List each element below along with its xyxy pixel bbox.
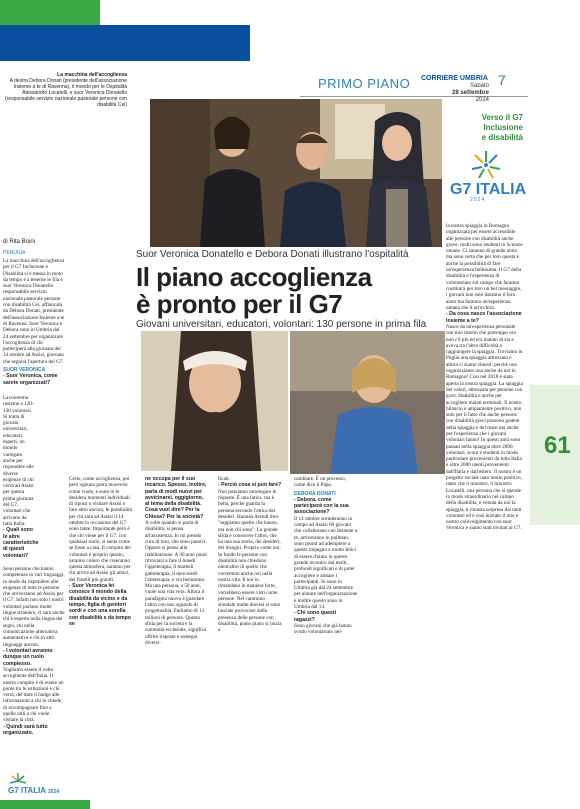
article-column-1 [3, 258, 65, 386]
g7-logo-text: G7 ITALIA [450, 181, 527, 198]
issue-date [452, 83, 489, 104]
header-rule [300, 96, 528, 97]
group-photo-image [150, 99, 442, 247]
section-title: PRIMO PIANO [318, 76, 411, 91]
interview-heading: DEBORA DONATI [294, 490, 336, 497]
issue-day: Sabato [470, 83, 490, 89]
question: - Chi sono questi ragazzi? [294, 610, 337, 623]
paragraph: Lavoreremo insieme a 120-130 volontari. Si tratta di giovani universitari, educatori, esperti, un mondo variegato anche per rispondere alle diverse esigenze di chi verrà ad Assisi per questa prima giornata del G7, volontari che arrivano da tutta Italia. [3, 395, 34, 527]
footer-green-band [0, 800, 90, 809]
masthead-logo: CORRIERE UMBRIA [421, 75, 488, 82]
article-column-6 [446, 223, 524, 532]
paragraph: Non possiamo omologare le risposte. È una fatica, ma è bella, perché guarda la persona secondo l'ottica dei desideri. Hannah Arendt dice "sappiamo quello che hanno, ma non chi sono". La grande sfida è conoscere l'altro, che ha una sua storia, dei desideri, dei bisogni. Proprio come noi. In fondo le persone con disabilità non chiedono nient'altro di quello che vorremmo anche noi nella nostra vita. Il noi io rimandano in maniera forte, vorrebbero essere visti come persone. Nel cammino sinodale molte diocesi si sono lasciate provocare dalla presenza delle persone con disabilità, piano piano si inizia a [218, 488, 282, 634]
byline [3, 239, 35, 245]
question: ne occupa per il suo incarico. Spesso, inoltre, parla di modi nuovi per avvicinarsi, oggigiorno, al tema della disabilità. Cosa vuol dire? Per la Chiesa? Per la società? [145, 476, 207, 520]
paragraph: La macchina dell'accoglienza per il G7 Inclusione e Disabilità si è messa in moto da tempo e a tenerne le fila è suor Veronica Donatello responsabile servizio nazionale pastorale persone con disabilità Cei, affiancata da Debora Donati, presidente dell'associazione Insieme a te di Ravenna. Suor Veronica e Debora sono in Umbria dal 24 settembre per organizzare l'accoglienza di chi parteciperà alla giornata del 14 ottobre ad Assisi, giornata che seguirà l'apertura del G7. [3, 258, 65, 365]
portrait-nun-photo [141, 331, 288, 471]
question: - Suor Veronica lei conosce il mondo della disabilità da vicino e da tempo, figlia di genitori sordi e con una sorella con disabilità e da tempo se [69, 583, 131, 627]
paragraph: la nostra spiaggia in Romagna organizzata per essere accessibile alle persone con disabilità anche grave, molti sono studenti in Scienze umane. Ci saranno di grande aiuto ma sono certa che per loro questa è anche la possibilità di fare un'esperienza bellissima. Il G7 della disabilità e l'esperienza di volontariato sul campo che faranno costituirà per loro un bel messaggio, i giovani non solo daranno il loro aiuto ma faranno un'esperienza umana che li arricchirà. [446, 223, 523, 311]
article-column-5 [294, 476, 358, 636]
paragraph: Certo, come accoglienza, poi però ognuno potrà muoversi come vuole, e sono io le desidera momenti individuali di riposo o visitare Assisi o fare altro ancora, le possibilità per chi sarà ad Assisi il 14 ottobre in occasione del G7 sono tante. Importante però è che chi viene per il G7, con qualsiasi ruolo, si senta come se fosse a casa. Il compito dei volontari è proprio questo, saranno coloro che creeranno questa atmosfera, saranno per chi arriva ad Assisi gli amici, dei fratelli più grandi. [69, 476, 132, 583]
group-photo [150, 99, 442, 247]
footer-g7-icon [8, 772, 28, 786]
question: - I volontari avranno dunque un ruolo complesso. [3, 647, 53, 667]
paragraph: ficati. [218, 476, 230, 482]
article-column-3 [145, 476, 207, 646]
article-column-4 [218, 476, 282, 634]
sidebar-tag-line: e disabilità [481, 133, 523, 142]
headline-line: è pronto per il G7 [136, 289, 343, 319]
g7-logo-icon [446, 145, 526, 185]
byline-text: di Rita Boini [3, 239, 36, 245]
dateline-place: PERUGIA [3, 250, 26, 256]
sidebar-tag-line: Inclusione [483, 123, 523, 132]
top-left-blue-band [0, 25, 250, 61]
headline [136, 264, 436, 318]
portrait-woman-image [290, 331, 445, 474]
paragraph: Vogliamo essere il volto accogliente dell'Italia. Il nostro compito è di essere un ponte tra le istituzioni e chi verrà, del dare il badge alle informazioni a chi lo chiede, di accompagnare fino a quelle utili a chi vuole visitare la città. [3, 666, 64, 724]
article-column-1-narrow [3, 395, 39, 559]
paragraph: Sono persone che hanno competenze in vari linguaggi, in modo da rispondere alle esigenze di tutte le persone che arriveranno ad Assisi per il G7. Infatti non solo i nostri volontari parlano molte lingue straniere, ci sarà anche chi è esperto nella lingua dei segni, chi nella comunicazione alternativa aumentativa e chi in altri linguaggi ancora. [3, 566, 65, 648]
article-column-1-lower [3, 566, 65, 736]
issue-date-text: 28 settembre [452, 90, 490, 96]
g7-logo [446, 145, 526, 209]
photo-caption [3, 72, 127, 108]
footer-logo-name: G7 ITALIA [8, 786, 46, 795]
footer-logo-text [8, 786, 59, 795]
headline-line: Il piano accoglienza [136, 262, 372, 292]
paragraph: Sono giovani che già hanno svolto volontariato nel- [294, 623, 352, 636]
caption-title: La macchina dell'accoglienza [57, 72, 127, 78]
issue-year: 2024 [475, 97, 490, 103]
paragraph: A volte quando si parla di disabilità, si pensa all'assistenza. Io mi prendo cura di loro, che sono passivi. Oppure si pensa alla riabilitazione. A 30 anni punti ritrovarsi a fare il lunedì l'ippoterapia, il martedì gattoterapia, il mercoledì l'arteterapia, e via benissimo. Ma una persona, a 50 anni, vuole una vita vera. Allora il paradigma nuovo è guardare l'altro con uno sguardo di progettualità. Parliamo di 13 milioni di persone. Questa sfida per la società e la comunità ecclesiale, significa offrire risposte e sostegni diversi- [145, 520, 207, 646]
kicker: Suor Veronica Donatello e Debora Donati illustrano l'ospitalità [136, 249, 409, 260]
question: - Suor Veronica, come sarete organizzati? [3, 373, 58, 386]
question: - Quindi sarà tutto organizzato. [3, 723, 48, 736]
question: - Quali sono le altre caratteristiche di questi volontari? [3, 527, 39, 559]
subheadline: Giovani universitari, educatori, volontari: 130 persone in prima fila [136, 319, 427, 330]
question: - Da cosa nasce l'associazione Insieme a te? [446, 311, 522, 324]
article-column-2 [69, 476, 133, 627]
question: - Debora, come parteciperà con la sua associazione? [294, 496, 349, 516]
footer-logo-year: 2024 [48, 789, 60, 795]
caption-text: A destra Debora Donati (presidente dell'associazione Insieme a te di Ravenna), il mondo per le Ospitalità Alessandro Locatelli, e suor Veronica Donatello (responsabile servizio nazionale pastorale persone con disabilità Cei) [4, 78, 127, 108]
g7-logo-year: 2024 [470, 197, 486, 203]
question: - Perciò cosa si può fare? [218, 482, 282, 489]
paragraph: Il 14 ottobre scenderanno in campo ad Assisi 60 giovani che collaborano con Insieme a te, arriveranno in pullman, sono pronti ad adempiere a questo impegno e molto felici di essere d'aiuto in questo grande incontro dai molti, profondi significati e di poter accogliere e aiutare i partecipanti. Io sono in Umbria già dal 24 settembre per aiutare nell'organizzazione e inoltre questo sono in Umbria dal 14. [294, 515, 358, 611]
sidebar-tag [447, 113, 523, 143]
margin-page-number: 61 [544, 432, 571, 459]
paragraph: Nasce da un'esperienza personale con mio marito che purtroppo ora non c'è più ed era malato di sla e aveva tra l'altro difficoltà a raggiungere la spiaggia. Troviamo in Puglia una spiaggia attrezzata e allora ci siamo chiesti: perché non organizziamo una anche da noi in Romagna? Così nel 2018 è stata aperta la nostra spiaggia. La spiaggia dei valori, attrezzata per persone con gravi disabilità e anche per accogliere malati terminali. Il nostro bilancio è ampiamente positivo, non solo per il fatto che anche persone con disabilità gravi possono godere della spiaggia e del mare ma anche per l'esperienza che i giovani volontari fanno! In questi anni sono passati nella spiaggia oltre 2000 volontari, scout e studenti in modo particolare provenienti da tutta Italia e oltre 2000 utenti provenienti dall'Italia e dall'estero. Il nostro è un progetto sociale nato molto positivo, tanto che il ministro, il ministro Locatelli, una persona che si spende in modo straordinario nel campo della disabilità, è venuta da noi la spiaggia, è rimasta sorpresa dai tanti volontari ed è così iniziato il mio e nostro coinvolgimento con suor Veronica e siamo stati invitati al G7. [446, 323, 523, 532]
portrait-woman-photo [290, 331, 445, 474]
sidebar-tag-line: Verso il G7 [481, 113, 523, 122]
interview-heading: SUOR VERONICA [3, 367, 46, 374]
page-number: 7 [498, 72, 506, 88]
paragraph: cambiare. È un processo, come dice il Papa. [294, 476, 346, 489]
portrait-nun-image [141, 331, 288, 471]
